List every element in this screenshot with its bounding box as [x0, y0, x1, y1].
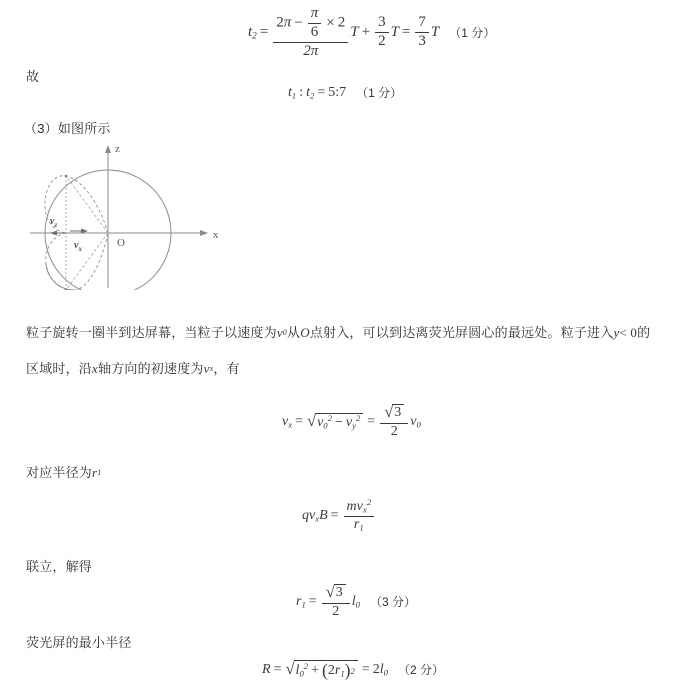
eq-t2-denominator: 2π	[303, 42, 319, 59]
eq-t2-numerator	[273, 6, 348, 43]
eq-t2-second-den: 2	[378, 33, 386, 50]
line-solve: 联立，解得	[26, 559, 93, 574]
eq-R-radical-glyph: √	[285, 659, 295, 679]
para2-x: x	[92, 361, 98, 376]
eq-ratio-t1: $t_1$	[288, 85, 297, 101]
paragraph-line-1	[26, 322, 650, 341]
eq-vx-v0: $v_0^2$	[317, 412, 332, 431]
eq-vx-sqrt	[307, 413, 363, 430]
figure-circular-motion	[22, 140, 232, 290]
eq-qvb-q: q	[302, 508, 309, 524]
para2-seg-c: ，有	[213, 361, 240, 376]
eq-t2-equals: =	[259, 24, 269, 41]
para1-seg-b: 从	[287, 325, 301, 340]
eq-vx-radical-glyph: √	[306, 411, 317, 431]
chord-to-lower-point	[66, 233, 108, 290]
point-upper	[65, 175, 68, 178]
eq-vx-vy: $v_y^2$	[345, 412, 361, 431]
eq-R-result-coeff: 2	[372, 661, 380, 677]
eq-t2-lhs: $t_2$	[248, 24, 257, 42]
equation-t2	[248, 6, 495, 59]
eq-t2-times-factor: 2	[337, 14, 346, 31]
line-therefore: 故	[26, 69, 40, 84]
eq-R-l0: $l_0^2$	[295, 660, 309, 679]
line-min-radius: 荧光屏的最小半径	[26, 635, 132, 650]
para1-seg-c: 点射入，可以到达离荧光屏圆心的最远处。粒子进入	[309, 325, 614, 340]
equation-screen-radius	[262, 660, 444, 680]
eq-ratio-equals: =	[317, 85, 326, 100]
axis-z-arrowhead	[105, 145, 111, 153]
eq-t2-third-fraction	[415, 15, 429, 50]
eq-t2-plus: +	[361, 24, 371, 41]
equation-r1-result	[296, 584, 416, 619]
eq-r1-equals: =	[308, 593, 317, 609]
eq-qvb-m: m	[346, 499, 357, 514]
velocity-z-label: $v_z$	[50, 216, 58, 229]
eq-R-sqrt	[285, 660, 357, 680]
eq-vx-minus: −	[334, 414, 343, 430]
figure-svg	[22, 140, 232, 290]
eq-R-radicand: $l_0^2$ + ( 2 $r_1$ ) 2	[294, 660, 358, 680]
eq-t2-T3: T	[430, 24, 440, 41]
eq-qvb-vx: $v_x^2$	[356, 497, 372, 515]
eq-R-equals: =	[273, 661, 282, 677]
eq-t2-times: ×	[326, 14, 335, 31]
eq-R-result-var: $l_0$	[379, 661, 388, 678]
eq-R-plus: +	[311, 662, 320, 678]
eq-R-paren-close: )	[344, 660, 351, 680]
eq-qvb-fraction	[344, 497, 375, 533]
eq-t2-T1: T	[350, 24, 359, 41]
eq-vx-result: $v_0$	[410, 413, 421, 430]
para1-lt: < 0	[619, 325, 638, 340]
eq-t2-third-num: 7	[415, 15, 429, 33]
para1-v0: v 0	[276, 325, 288, 340]
line-radius-text: 对应半径为	[26, 465, 93, 480]
eq-t2-num-minus: −	[294, 14, 303, 31]
eq-vx-lhs: $v_x$	[282, 413, 293, 430]
axis-z-label: z	[115, 143, 120, 155]
eq-qvb-num	[344, 497, 375, 517]
eq-R-lhs: R	[262, 661, 271, 677]
eq-r1-result: $l_0$	[351, 593, 361, 610]
equation-vx	[282, 404, 421, 439]
eq-qvb-v: $v_x$	[309, 508, 320, 524]
eq-t2-second-fraction	[375, 15, 389, 50]
eq-vx-radicand	[315, 413, 363, 430]
arc-solid-lower-left	[46, 264, 74, 290]
chord-to-upper-point	[66, 176, 108, 233]
eq-vx-frac-den: 2	[390, 423, 398, 439]
eq-r1-sqrt3: √ 3	[326, 584, 346, 601]
eq-t2-equals2: =	[401, 24, 411, 41]
line-part3-intro: （3）如图所示	[24, 121, 111, 136]
eq-vx-fraction	[380, 404, 408, 439]
eq-vx-equals2: =	[367, 413, 376, 429]
para1-seg-a: 粒子旋转一圈半到达屏幕，当粒子以速度为	[26, 325, 277, 340]
eq-r1-frac-num	[322, 584, 350, 604]
eq-qvb-equals: =	[330, 508, 339, 524]
paragraph-line-2	[26, 358, 240, 377]
eq-R-equals2: =	[361, 661, 370, 677]
eq-t2-inner-num: π	[308, 6, 322, 24]
axis-x-arrowhead	[200, 230, 208, 236]
eq-t2-num-lead: 2	[276, 14, 284, 31]
equation-time-ratio	[288, 86, 402, 100]
eq-r1-score: （3 分）	[370, 594, 417, 609]
eq-t2-inner-den: 6	[310, 23, 319, 40]
eq-r1-lhs: $r_1$	[296, 593, 306, 610]
velocity-z-arrowhead	[50, 231, 57, 236]
eq-ratio-colon: :	[299, 85, 304, 100]
para1-y: y	[613, 325, 620, 340]
origin-label: O	[117, 237, 125, 249]
eq-R-inner-var: $r_1$	[334, 662, 345, 679]
eq-r1-frac-den: 2	[332, 603, 340, 619]
eq-t2-inner-fraction	[308, 6, 322, 41]
para2-vx: v x	[203, 361, 214, 376]
eq-t2-main-fraction	[273, 6, 348, 59]
eq-t2-num-pi: π	[283, 14, 292, 31]
eq-t2-second-num: 3	[375, 15, 389, 33]
axis-x-label: x	[213, 229, 219, 241]
eq-t2-third-den: 3	[418, 33, 426, 50]
eq-ratio-score: （1 分）	[356, 86, 403, 100]
eq-qvb-B: B	[319, 508, 328, 524]
para2-seg-b: 轴方向的初速度为	[98, 361, 204, 376]
eq-vx-sqrt3: √ 3	[384, 404, 404, 421]
eq-qvb-den: $r_1$	[353, 516, 364, 533]
eq-ratio-t2: $t_2$	[306, 85, 315, 101]
eq-t2-score: （1 分）	[449, 25, 496, 40]
eq-vx-equals: =	[295, 413, 303, 429]
line-radius-var: r 1	[92, 465, 102, 480]
eq-R-inner-coeff: 2	[327, 662, 335, 678]
eq-vx-frac-num	[380, 404, 408, 424]
eq-R-paren-open: (	[322, 660, 328, 680]
para1-seg-d: 的	[637, 325, 651, 340]
eq-t2-T2: T	[390, 24, 399, 41]
eq-R-score: （2 分）	[397, 662, 444, 677]
para2-seg-a: 区域时，沿	[26, 361, 93, 376]
para1-O: O	[300, 325, 310, 340]
line-corresponding-radius	[26, 462, 102, 481]
velocity-x-label: $v_x$	[74, 240, 82, 253]
eq-r1-fraction	[322, 584, 350, 619]
equation-lorentz-force	[302, 497, 376, 533]
eq-ratio-value: 5:7	[328, 85, 347, 100]
